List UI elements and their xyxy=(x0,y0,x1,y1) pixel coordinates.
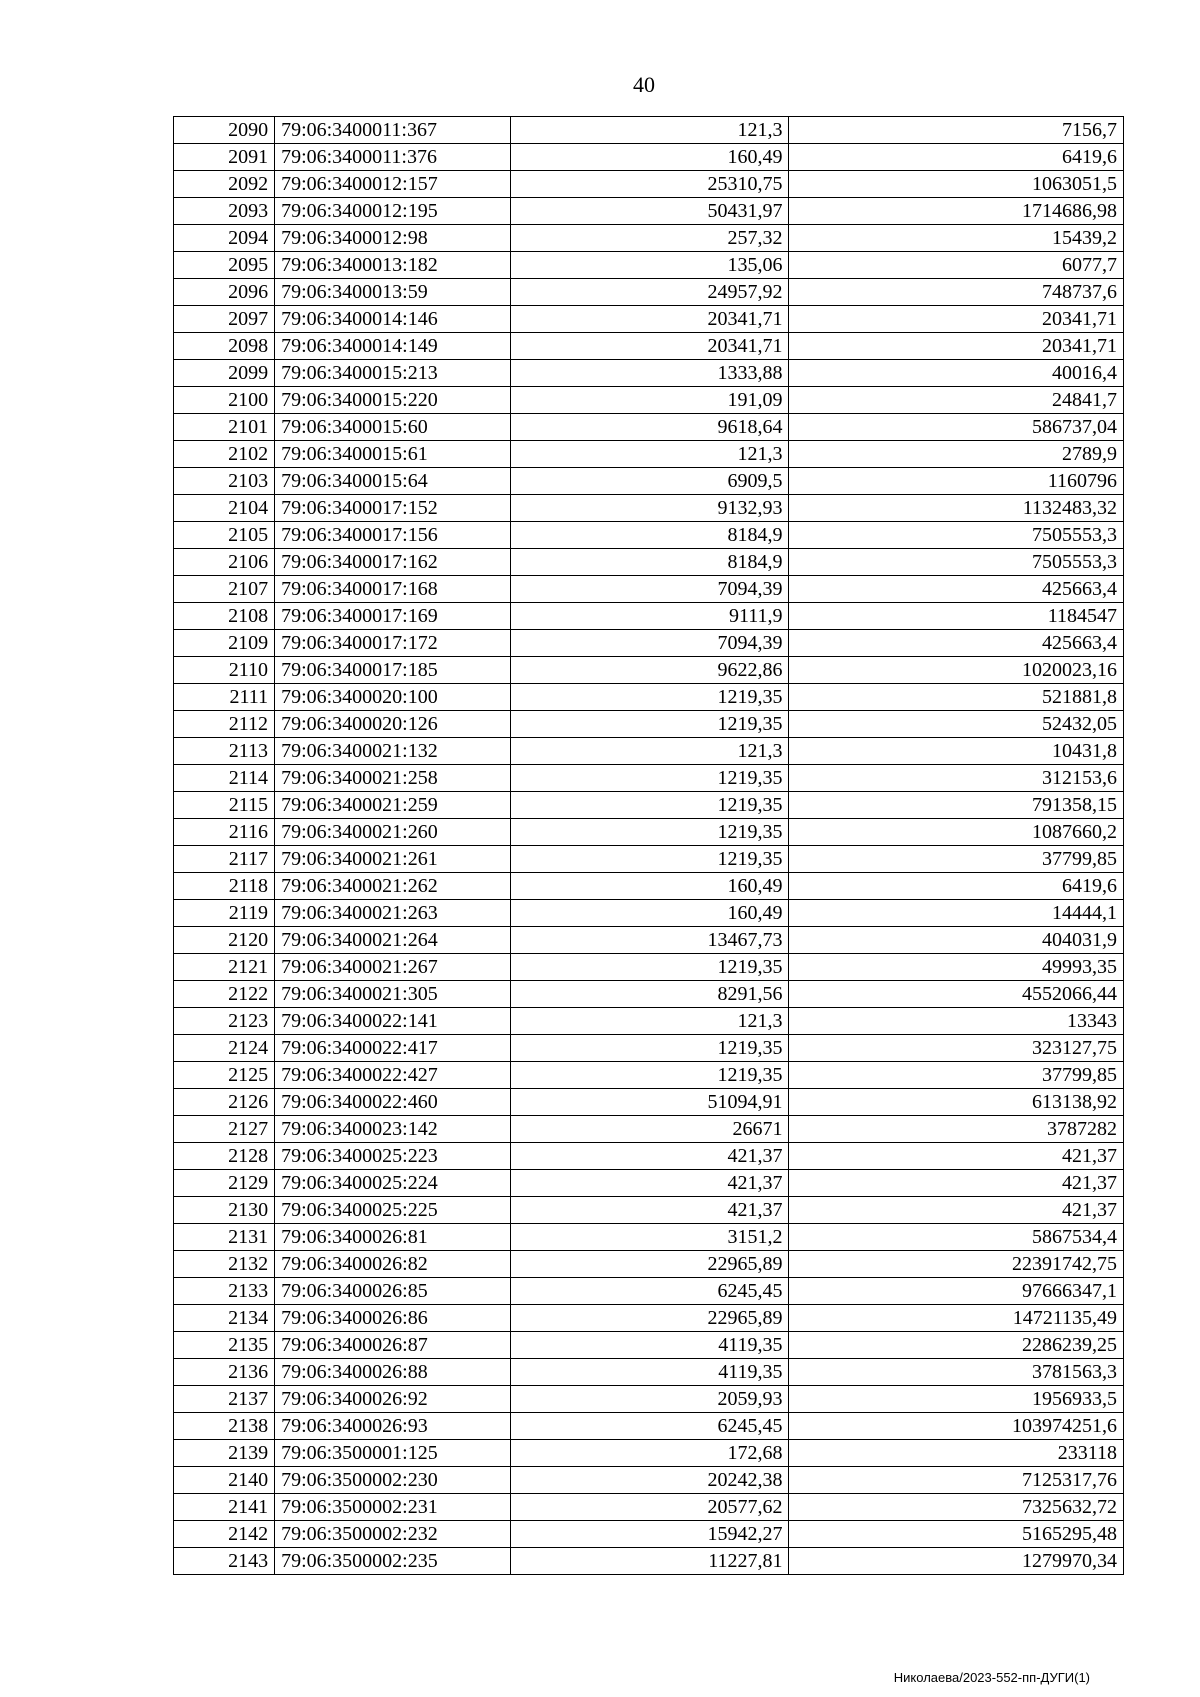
table-row xyxy=(174,225,1124,252)
row-number-cell: 2130 xyxy=(174,1197,275,1224)
row-number-cell: 2137 xyxy=(174,1386,275,1413)
value-cell: 37799,85 xyxy=(789,1062,1124,1089)
table-row xyxy=(174,900,1124,927)
cadastral-number-cell: 79:06:3400022:141 xyxy=(275,1008,510,1035)
value-cell: 1279970,34 xyxy=(789,1548,1124,1575)
area-cell: 3151,2 xyxy=(510,1224,789,1251)
value-cell: 7125317,76 xyxy=(789,1467,1124,1494)
cadastral-number-cell: 79:06:3400015:220 xyxy=(275,387,510,414)
cadastral-number-cell: 79:06:3400025:224 xyxy=(275,1170,510,1197)
row-number-cell: 2103 xyxy=(174,468,275,495)
row-number-cell: 2109 xyxy=(174,630,275,657)
area-cell: 9111,9 xyxy=(510,603,789,630)
table-row xyxy=(174,873,1124,900)
row-number-cell: 2116 xyxy=(174,819,275,846)
row-number-cell: 2101 xyxy=(174,414,275,441)
table-row xyxy=(174,711,1124,738)
value-cell: 3787282 xyxy=(789,1116,1124,1143)
value-cell: 425663,4 xyxy=(789,576,1124,603)
area-cell: 160,49 xyxy=(510,144,789,171)
row-number-cell: 2107 xyxy=(174,576,275,603)
cadastral-number-cell: 79:06:3400017:169 xyxy=(275,603,510,630)
table-row xyxy=(174,1548,1124,1575)
row-number-cell: 2132 xyxy=(174,1251,275,1278)
value-cell: 20341,71 xyxy=(789,333,1124,360)
value-cell: 13343 xyxy=(789,1008,1124,1035)
area-cell: 1219,35 xyxy=(510,711,789,738)
value-cell: 14444,1 xyxy=(789,900,1124,927)
row-number-cell: 2100 xyxy=(174,387,275,414)
page-number: 40 xyxy=(633,72,655,97)
cadastral-number-cell: 79:06:3400026:93 xyxy=(275,1413,510,1440)
row-number-cell: 2118 xyxy=(174,873,275,900)
table-row xyxy=(174,495,1124,522)
area-cell: 20242,38 xyxy=(510,1467,789,1494)
cadastral-number-cell: 79:06:3400012:157 xyxy=(275,171,510,198)
row-number-cell: 2121 xyxy=(174,954,275,981)
value-cell: 14721135,49 xyxy=(789,1305,1124,1332)
area-cell: 1219,35 xyxy=(510,792,789,819)
table-row xyxy=(174,549,1124,576)
value-cell: 1087660,2 xyxy=(789,819,1124,846)
value-cell: 5867534,4 xyxy=(789,1224,1124,1251)
cadastral-number-cell: 79:06:3400026:87 xyxy=(275,1332,510,1359)
area-cell: 135,06 xyxy=(510,252,789,279)
row-number-cell: 2104 xyxy=(174,495,275,522)
row-number-cell: 2096 xyxy=(174,279,275,306)
area-cell: 20341,71 xyxy=(510,306,789,333)
table-row xyxy=(174,792,1124,819)
table-row xyxy=(174,738,1124,765)
row-number-cell: 2125 xyxy=(174,1062,275,1089)
value-cell: 1184547 xyxy=(789,603,1124,630)
row-number-cell: 2090 xyxy=(174,117,275,144)
value-cell: 7325632,72 xyxy=(789,1494,1124,1521)
table-row xyxy=(174,1494,1124,1521)
area-cell: 6245,45 xyxy=(510,1278,789,1305)
table-row xyxy=(174,252,1124,279)
cadastral-number-cell: 79:06:3400026:92 xyxy=(275,1386,510,1413)
table-row xyxy=(174,1062,1124,1089)
table-row xyxy=(174,981,1124,1008)
cadastral-number-cell: 79:06:3400015:60 xyxy=(275,414,510,441)
table-row xyxy=(174,684,1124,711)
table-row xyxy=(174,1305,1124,1332)
cadastral-number-cell: 79:06:3400017:172 xyxy=(275,630,510,657)
area-cell: 4119,35 xyxy=(510,1359,789,1386)
area-cell: 191,09 xyxy=(510,387,789,414)
cadastral-number-cell: 79:06:3400026:85 xyxy=(275,1278,510,1305)
row-number-cell: 2091 xyxy=(174,144,275,171)
value-cell: 748737,6 xyxy=(789,279,1124,306)
row-number-cell: 2131 xyxy=(174,1224,275,1251)
area-cell: 421,37 xyxy=(510,1143,789,1170)
row-number-cell: 2134 xyxy=(174,1305,275,1332)
table-row xyxy=(174,360,1124,387)
area-cell: 8291,56 xyxy=(510,981,789,1008)
table-row xyxy=(174,1170,1124,1197)
value-cell: 49993,35 xyxy=(789,954,1124,981)
table-row xyxy=(174,441,1124,468)
value-cell: 3781563,3 xyxy=(789,1359,1124,1386)
area-cell: 24957,92 xyxy=(510,279,789,306)
value-cell: 1160796 xyxy=(789,468,1124,495)
cadastral-number-cell: 79:06:3400021:258 xyxy=(275,765,510,792)
area-cell: 9622,86 xyxy=(510,657,789,684)
row-number-cell: 2129 xyxy=(174,1170,275,1197)
row-number-cell: 2127 xyxy=(174,1116,275,1143)
table-row xyxy=(174,1278,1124,1305)
area-cell: 1219,35 xyxy=(510,819,789,846)
cadastral-number-cell: 79:06:3400014:146 xyxy=(275,306,510,333)
document-footer: Николаева/2023-552-пп-ДУГИ(1) xyxy=(893,1670,1090,1685)
value-cell: 103974251,6 xyxy=(789,1413,1124,1440)
table-row xyxy=(174,819,1124,846)
value-cell: 6419,6 xyxy=(789,144,1124,171)
area-cell: 50431,97 xyxy=(510,198,789,225)
row-number-cell: 2140 xyxy=(174,1467,275,1494)
value-cell: 7505553,3 xyxy=(789,522,1124,549)
cadastral-number-cell: 79:06:3400012:195 xyxy=(275,198,510,225)
table-row xyxy=(174,333,1124,360)
cadastral-number-cell: 79:06:3400026:81 xyxy=(275,1224,510,1251)
value-cell: 7156,7 xyxy=(789,117,1124,144)
cadastral-number-cell: 79:06:3400025:225 xyxy=(275,1197,510,1224)
row-number-cell: 2113 xyxy=(174,738,275,765)
cadastral-number-cell: 79:06:3400017:152 xyxy=(275,495,510,522)
table-row xyxy=(174,1197,1124,1224)
cadastral-number-cell: 79:06:3400013:59 xyxy=(275,279,510,306)
table-row xyxy=(174,279,1124,306)
cadastral-number-cell: 79:06:3400017:185 xyxy=(275,657,510,684)
table-row xyxy=(174,1386,1124,1413)
area-cell: 121,3 xyxy=(510,1008,789,1035)
value-cell: 421,37 xyxy=(789,1143,1124,1170)
value-cell: 7505553,3 xyxy=(789,549,1124,576)
table-row xyxy=(174,1116,1124,1143)
row-number-cell: 2112 xyxy=(174,711,275,738)
area-cell: 2059,93 xyxy=(510,1386,789,1413)
area-cell: 22965,89 xyxy=(510,1251,789,1278)
row-number-cell: 2108 xyxy=(174,603,275,630)
value-cell: 2789,9 xyxy=(789,441,1124,468)
area-cell: 22965,89 xyxy=(510,1305,789,1332)
table-row xyxy=(174,1035,1124,1062)
area-cell: 6245,45 xyxy=(510,1413,789,1440)
table-row xyxy=(174,603,1124,630)
row-number-cell: 2093 xyxy=(174,198,275,225)
value-cell: 312153,6 xyxy=(789,765,1124,792)
area-cell: 20577,62 xyxy=(510,1494,789,1521)
value-cell: 425663,4 xyxy=(789,630,1124,657)
value-cell: 421,37 xyxy=(789,1197,1124,1224)
row-number-cell: 2094 xyxy=(174,225,275,252)
cadastral-number-cell: 79:06:3400026:86 xyxy=(275,1305,510,1332)
area-cell: 121,3 xyxy=(510,738,789,765)
cadastral-number-cell: 79:06:3400023:142 xyxy=(275,1116,510,1143)
area-cell: 7094,39 xyxy=(510,576,789,603)
row-number-cell: 2128 xyxy=(174,1143,275,1170)
value-cell: 40016,4 xyxy=(789,360,1124,387)
area-cell: 13467,73 xyxy=(510,927,789,954)
cadastral-number-cell: 79:06:3400021:263 xyxy=(275,900,510,927)
row-number-cell: 2142 xyxy=(174,1521,275,1548)
value-cell: 22391742,75 xyxy=(789,1251,1124,1278)
value-cell: 404031,9 xyxy=(789,927,1124,954)
table-row xyxy=(174,1251,1124,1278)
table-row xyxy=(174,657,1124,684)
table-body xyxy=(174,117,1124,1575)
table-row xyxy=(174,1413,1124,1440)
area-cell: 4119,35 xyxy=(510,1332,789,1359)
area-cell: 15942,27 xyxy=(510,1521,789,1548)
area-cell: 1333,88 xyxy=(510,360,789,387)
cadastral-number-cell: 79:06:3400021:305 xyxy=(275,981,510,1008)
cadastral-number-cell: 79:06:3400020:100 xyxy=(275,684,510,711)
row-number-cell: 2102 xyxy=(174,441,275,468)
data-table xyxy=(173,116,1124,1575)
cadastral-number-cell: 79:06:3400025:223 xyxy=(275,1143,510,1170)
value-cell: 24841,7 xyxy=(789,387,1124,414)
value-cell: 20341,71 xyxy=(789,306,1124,333)
cadastral-number-cell: 79:06:3400013:182 xyxy=(275,252,510,279)
cadastral-number-cell: 79:06:3400012:98 xyxy=(275,225,510,252)
table-row xyxy=(174,927,1124,954)
value-cell: 10431,8 xyxy=(789,738,1124,765)
table-row xyxy=(174,198,1124,225)
value-cell: 52432,05 xyxy=(789,711,1124,738)
cadastral-number-cell: 79:06:3500002:230 xyxy=(275,1467,510,1494)
table-row xyxy=(174,117,1124,144)
value-cell: 521881,8 xyxy=(789,684,1124,711)
row-number-cell: 2122 xyxy=(174,981,275,1008)
value-cell: 323127,75 xyxy=(789,1035,1124,1062)
value-cell: 613138,92 xyxy=(789,1089,1124,1116)
cadastral-number-cell: 79:06:3400021:259 xyxy=(275,792,510,819)
cadastral-number-cell: 79:06:3400021:267 xyxy=(275,954,510,981)
cadastral-number-cell: 79:06:3400015:64 xyxy=(275,468,510,495)
value-cell: 37799,85 xyxy=(789,846,1124,873)
row-number-cell: 2123 xyxy=(174,1008,275,1035)
row-number-cell: 2136 xyxy=(174,1359,275,1386)
row-number-cell: 2139 xyxy=(174,1440,275,1467)
area-cell: 160,49 xyxy=(510,900,789,927)
cadastral-number-cell: 79:06:3400021:264 xyxy=(275,927,510,954)
cadastral-number-cell: 79:06:3400022:417 xyxy=(275,1035,510,1062)
area-cell: 1219,35 xyxy=(510,765,789,792)
table-row xyxy=(174,468,1124,495)
area-cell: 26671 xyxy=(510,1116,789,1143)
table-row xyxy=(174,306,1124,333)
value-cell: 1020023,16 xyxy=(789,657,1124,684)
row-number-cell: 2114 xyxy=(174,765,275,792)
row-number-cell: 2117 xyxy=(174,846,275,873)
table-row xyxy=(174,1008,1124,1035)
table-row xyxy=(174,1440,1124,1467)
table-row xyxy=(174,954,1124,981)
row-number-cell: 2110 xyxy=(174,657,275,684)
area-cell: 11227,81 xyxy=(510,1548,789,1575)
cadastral-number-cell: 79:06:3400015:213 xyxy=(275,360,510,387)
table-row xyxy=(174,1143,1124,1170)
cadastral-number-cell: 79:06:3400021:132 xyxy=(275,738,510,765)
value-cell: 97666347,1 xyxy=(789,1278,1124,1305)
cadastral-number-cell: 79:06:3500002:232 xyxy=(275,1521,510,1548)
area-cell: 421,37 xyxy=(510,1197,789,1224)
table-row xyxy=(174,522,1124,549)
row-number-cell: 2119 xyxy=(174,900,275,927)
area-cell: 1219,35 xyxy=(510,846,789,873)
row-number-cell: 2124 xyxy=(174,1035,275,1062)
row-number-cell: 2138 xyxy=(174,1413,275,1440)
row-number-cell: 2098 xyxy=(174,333,275,360)
value-cell: 2286239,25 xyxy=(789,1332,1124,1359)
area-cell: 421,37 xyxy=(510,1170,789,1197)
area-cell: 8184,9 xyxy=(510,549,789,576)
cadastral-number-cell: 79:06:3400011:367 xyxy=(275,117,510,144)
value-cell: 15439,2 xyxy=(789,225,1124,252)
table-row xyxy=(174,1089,1124,1116)
row-number-cell: 2095 xyxy=(174,252,275,279)
row-number-cell: 2115 xyxy=(174,792,275,819)
area-cell: 1219,35 xyxy=(510,684,789,711)
area-cell: 6909,5 xyxy=(510,468,789,495)
row-number-cell: 2120 xyxy=(174,927,275,954)
area-cell: 172,68 xyxy=(510,1440,789,1467)
value-cell: 421,37 xyxy=(789,1170,1124,1197)
table-row xyxy=(174,1467,1124,1494)
row-number-cell: 2126 xyxy=(174,1089,275,1116)
value-cell: 5165295,48 xyxy=(789,1521,1124,1548)
table-row xyxy=(174,414,1124,441)
row-number-cell: 2143 xyxy=(174,1548,275,1575)
value-cell: 1956933,5 xyxy=(789,1386,1124,1413)
cadastral-number-cell: 79:06:3400017:168 xyxy=(275,576,510,603)
area-cell: 9132,93 xyxy=(510,495,789,522)
area-cell: 9618,64 xyxy=(510,414,789,441)
area-cell: 121,3 xyxy=(510,117,789,144)
row-number-cell: 2105 xyxy=(174,522,275,549)
table-row xyxy=(174,171,1124,198)
area-cell: 25310,75 xyxy=(510,171,789,198)
cadastral-number-cell: 79:06:3400022:460 xyxy=(275,1089,510,1116)
cadastral-number-cell: 79:06:3400026:82 xyxy=(275,1251,510,1278)
table-row xyxy=(174,387,1124,414)
value-cell: 1132483,32 xyxy=(789,495,1124,522)
cadastral-number-cell: 79:06:3400017:156 xyxy=(275,522,510,549)
table-row xyxy=(174,1224,1124,1251)
cadastral-number-cell: 79:06:3400026:88 xyxy=(275,1359,510,1386)
value-cell: 1063051,5 xyxy=(789,171,1124,198)
table-row xyxy=(174,1359,1124,1386)
area-cell: 7094,39 xyxy=(510,630,789,657)
row-number-cell: 2111 xyxy=(174,684,275,711)
cadastral-number-cell: 79:06:3400015:61 xyxy=(275,441,510,468)
value-cell: 1714686,98 xyxy=(789,198,1124,225)
area-cell: 1219,35 xyxy=(510,1062,789,1089)
cadastral-number-cell: 79:06:3400020:126 xyxy=(275,711,510,738)
row-number-cell: 2133 xyxy=(174,1278,275,1305)
cadastral-number-cell: 79:06:3500001:125 xyxy=(275,1440,510,1467)
value-cell: 791358,15 xyxy=(789,792,1124,819)
row-number-cell: 2135 xyxy=(174,1332,275,1359)
area-cell: 257,32 xyxy=(510,225,789,252)
area-cell: 8184,9 xyxy=(510,522,789,549)
value-cell: 233118 xyxy=(789,1440,1124,1467)
value-cell: 6077,7 xyxy=(789,252,1124,279)
row-number-cell: 2099 xyxy=(174,360,275,387)
cadastral-number-cell: 79:06:3400021:260 xyxy=(275,819,510,846)
cadastral-number-cell: 79:06:3500002:235 xyxy=(275,1548,510,1575)
row-number-cell: 2092 xyxy=(174,171,275,198)
table-row xyxy=(174,630,1124,657)
value-cell: 4552066,44 xyxy=(789,981,1124,1008)
cadastral-number-cell: 79:06:3400011:376 xyxy=(275,144,510,171)
area-cell: 1219,35 xyxy=(510,1035,789,1062)
value-cell: 586737,04 xyxy=(789,414,1124,441)
cadastral-number-cell: 79:06:3400022:427 xyxy=(275,1062,510,1089)
table-row xyxy=(174,1521,1124,1548)
table-row xyxy=(174,1332,1124,1359)
area-cell: 51094,91 xyxy=(510,1089,789,1116)
table-row xyxy=(174,576,1124,603)
value-cell: 6419,6 xyxy=(789,873,1124,900)
row-number-cell: 2097 xyxy=(174,306,275,333)
table-row xyxy=(174,765,1124,792)
area-cell: 1219,35 xyxy=(510,954,789,981)
cadastral-number-cell: 79:06:3400021:262 xyxy=(275,873,510,900)
cadastral-number-cell: 79:06:3500002:231 xyxy=(275,1494,510,1521)
table-row xyxy=(174,144,1124,171)
area-cell: 160,49 xyxy=(510,873,789,900)
cadastral-number-cell: 79:06:3400014:149 xyxy=(275,333,510,360)
cadastral-number-cell: 79:06:3400017:162 xyxy=(275,549,510,576)
row-number-cell: 2106 xyxy=(174,549,275,576)
area-cell: 20341,71 xyxy=(510,333,789,360)
row-number-cell: 2141 xyxy=(174,1494,275,1521)
cadastral-number-cell: 79:06:3400021:261 xyxy=(275,846,510,873)
table-row xyxy=(174,846,1124,873)
area-cell: 121,3 xyxy=(510,441,789,468)
